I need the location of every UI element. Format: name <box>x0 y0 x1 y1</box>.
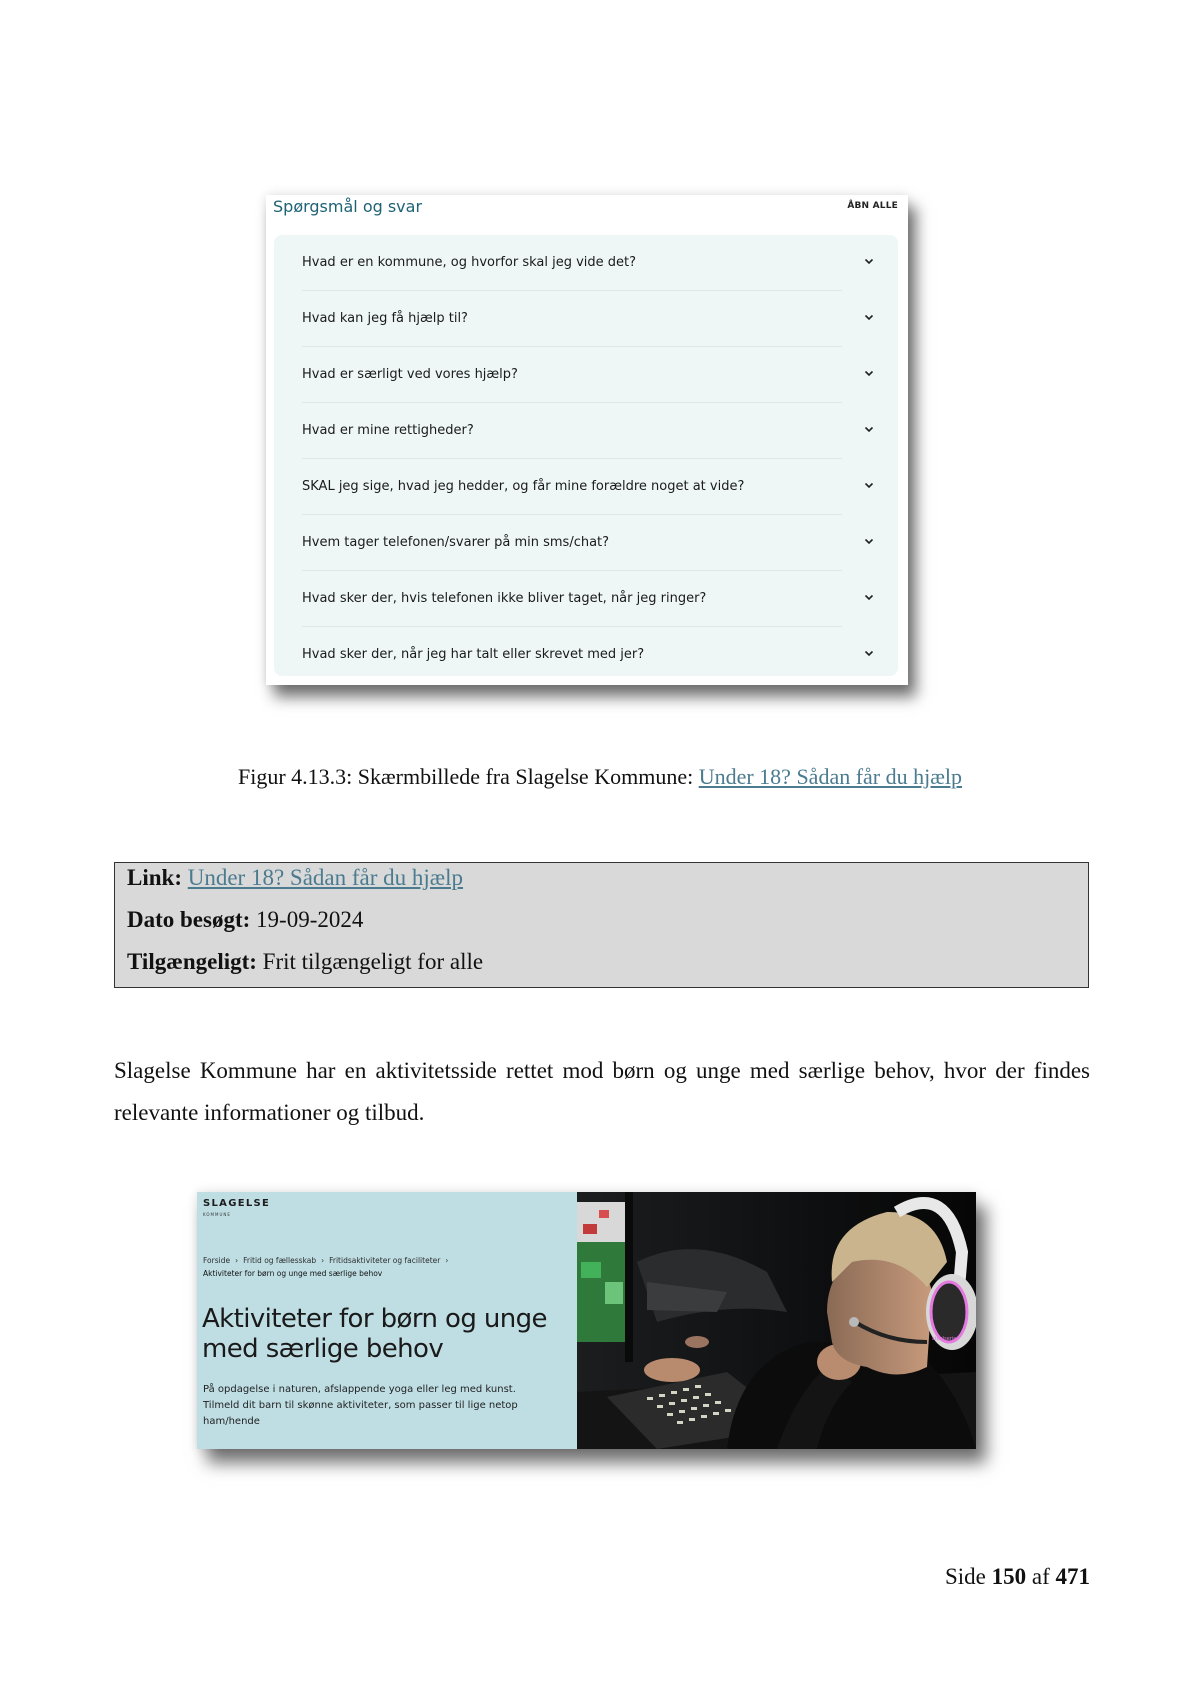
source-link[interactable]: Under 18? Sådan får du hjælp <box>187 865 464 890</box>
faq-item[interactable] <box>274 235 898 291</box>
faq-item[interactable] <box>274 515 898 571</box>
chevron-down-icon <box>862 534 876 548</box>
info-row-date <box>127 907 363 933</box>
slagelse-logo[interactable]: SLAGELSE <box>203 1198 271 1209</box>
faq-question: Hvem tager telefonen/svarer på min sms/chat? <box>302 535 610 550</box>
banner-description: På opdagelse i naturen, afslappende yoga eller leg med kunst. Tilmeld dit barn til skønne aktiviteter, som passer til lige netop ham/hende <box>203 1384 518 1427</box>
chevron-right-icon: › <box>321 1256 325 1265</box>
page-sep: af <box>1031 1564 1050 1589</box>
faq-question: Hvad kan jeg få hjælp til? <box>302 311 468 326</box>
chevron-down-icon <box>862 254 876 268</box>
banner-heading-line: Aktiviteter for børn og unge <box>202 1304 547 1334</box>
figure-caption <box>0 764 1200 790</box>
faq-item[interactable] <box>274 403 898 459</box>
info-row-access <box>127 949 483 975</box>
chevron-right-icon: › <box>235 1256 239 1265</box>
gaming-boy-photo <box>577 1192 976 1449</box>
page-current: 150 <box>991 1564 1027 1589</box>
chevron-down-icon <box>862 478 876 492</box>
page-prefix: Side <box>944 1564 986 1589</box>
chevron-down-icon <box>862 590 876 604</box>
chevron-down-icon <box>862 366 876 380</box>
slagelse-logo-sub: KOMMUNE <box>203 1212 231 1217</box>
body-paragraph: Slagelse Kommune har en aktivitetsside rettet mod børn og unge med særlige behov, hvor der findes relevante informationer og tilbud. <box>114 1058 1090 1125</box>
faq-question: Hvad sker der, når jeg har talt eller skrevet med jer? <box>302 647 645 662</box>
faq-item[interactable] <box>274 347 898 403</box>
breadcrumb-item[interactable]: Forside <box>203 1256 231 1265</box>
faq-question: Hvad er særligt ved vores hjælp? <box>302 367 518 382</box>
chevron-down-icon <box>862 422 876 436</box>
caption-text: Figur 4.13.3: Skærmbillede fra Slagelse Kommune: <box>237 764 699 789</box>
breadcrumb <box>203 1256 453 1265</box>
faq-question: Hvad er en kommune, og hvorfor skal jeg vide det? <box>302 255 637 270</box>
faq-accordion <box>274 235 898 676</box>
faq-question: SKAL jeg sige, hvad jeg hedder, og får mine forældre noget at vide? <box>302 479 745 494</box>
headset-brand: steelseries <box>932 1336 959 1342</box>
faq-item[interactable] <box>274 459 898 515</box>
info-row-link <box>127 865 463 891</box>
caption-link[interactable]: Under 18? Sådan får du hjælp <box>698 764 963 789</box>
access-value: Frit tilgængeligt for alle <box>262 949 484 974</box>
open-all-button[interactable]: ÅBN ALLE <box>847 201 898 211</box>
faq-item[interactable] <box>274 571 898 627</box>
banner-text-panel <box>197 1192 577 1449</box>
banner-heading <box>202 1304 574 1364</box>
info-box <box>114 862 1089 988</box>
faq-item[interactable] <box>274 627 898 683</box>
access-label: Tilgængeligt: <box>127 949 257 974</box>
faq-question: Hvad er mine rettigheder? <box>302 423 474 438</box>
chevron-down-icon <box>862 646 876 660</box>
faq-question: Hvad sker der, hvis telefonen ikke bliver taget, når jeg ringer? <box>302 591 707 606</box>
faq-screenshot <box>266 195 908 685</box>
breadcrumb-current: Aktiviteter for børn og unge med særlige behov <box>203 1269 383 1278</box>
activities-banner-screenshot <box>197 1192 976 1449</box>
breadcrumb-item[interactable]: Fritid og fællesskab <box>243 1256 317 1265</box>
chevron-right-icon: › <box>445 1256 449 1265</box>
date-value: 19-09-2024 <box>256 907 364 932</box>
breadcrumb-item[interactable]: Fritidsaktiviteter og faciliteter <box>329 1256 441 1265</box>
faq-title: Spørgsmål og svar <box>273 197 423 216</box>
page-number <box>945 1564 1090 1590</box>
faq-item[interactable] <box>274 291 898 347</box>
chevron-down-icon <box>862 310 876 324</box>
banner-heading-line: med særlige behov <box>202 1334 444 1364</box>
date-label: Dato besøgt: <box>127 907 251 932</box>
link-label: Link: <box>127 865 182 890</box>
page-total: 471 <box>1055 1564 1090 1589</box>
